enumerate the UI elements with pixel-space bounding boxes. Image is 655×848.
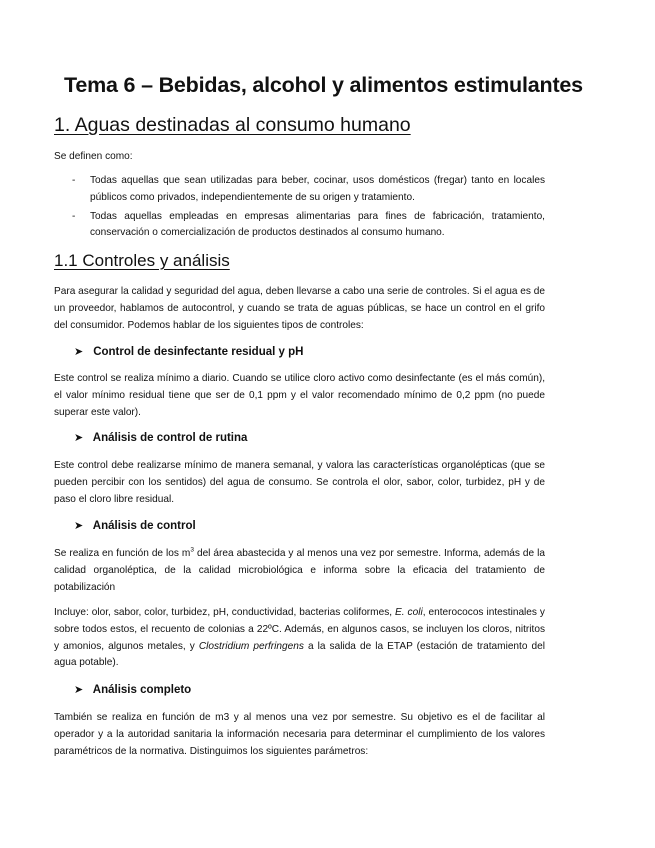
arrow-bullet-icon: ➤ [74, 520, 84, 532]
text-run: , enterococos intestinales y sobre todos estos, el recuento de colonias a 22ºC. Además, en algunos casos, se incluyen los cloros, nitritos y amonios, algunos metales, y [54, 607, 545, 652]
section-1-heading: 1. Aguas destinadas al consumo humano [54, 114, 411, 136]
arrow-bullet-icon: ➤ [74, 346, 84, 358]
bullet-marker: - [72, 210, 76, 222]
list-item-text: Todas aquellas que sean utilizadas para beber, cocinar, usos domésticos (fregar) tanto en locales públicos como privados, independientemente de su origen y tratamiento. [90, 175, 545, 203]
section-1-1-paragraph: Para asegurar la calidad y seguridad del agua, deben llevarse a cabo una serie de controles. Si el agua es de un proveedor, hablamos de autocontrol, y cuando se trata de aguas públicas, se hace un control en el grifo del consumidor. Podemos hablar de los siguientes tipos de controles: [54, 286, 545, 331]
text-run: Incluye: olor, sabor, color, turbidez, pH, conductividad, bacterias coliformes, [54, 607, 396, 618]
list-item-text: Todas aquellas empleadas en empresas alimentarias para fines de fabricación, tratamiento, conservación o comercialización de productos destinados al consumo humano. [90, 210, 545, 239]
paragraph-analisis-control [54, 546, 545, 596]
paragraph-desinfectante: Este control se realiza mínimo a diario. Cuando se utilice cloro activo como desinfectante (es el más común), el valor mínimo residual tiene que ser de 0,1 ppm y el valor recomendado mínimo de 0,2 ppm (no puede superar este valor). [54, 373, 545, 418]
list-item [72, 209, 545, 243]
arrow-bullet-icon: ➤ [74, 684, 84, 696]
subheading-analisis-completo [74, 683, 191, 696]
definition-list [72, 173, 545, 244]
arrow-bullet-icon: ➤ [74, 432, 84, 444]
paragraph-control-rutina: Este control debe realizarse mínimo de manera semanal, y valora las características organolépticas (que se pueden percibir con los sentidos) del agua de consumo. Se controla el olor, sabor, color, turbidez, pH y de paso el cloro libre residual. [54, 460, 545, 505]
subheading-desinfectante [74, 345, 303, 358]
paragraph-incluye [54, 605, 545, 672]
subheading-text: Análisis de control [92, 520, 196, 532]
page-title: Tema 6 – Bebidas, alcohol y alimentos estimulantes [64, 73, 583, 97]
subheading-analisis-control [74, 519, 196, 532]
subheading-text: Análisis completo [92, 684, 192, 696]
paragraph-analisis-completo: También se realiza en función de m3 y al menos una vez por semestre. Su objetivo es el de facilitar al operador y a la autoridad sanitaria la información necesaria para determinar el cumplimiento de los valores paramétricos de la normativa. Distinguimos los siguientes parámetros: [54, 712, 545, 757]
section-1-1-heading: 1.1 Controles y análisis [54, 251, 230, 270]
subheading-control-rutina [74, 431, 247, 444]
text-run: Se realiza en función de los m [54, 548, 191, 559]
superscript: 3 [190, 546, 194, 554]
text-run: del área abastecida y al menos una vez por semestre. Informa, además de la calidad organoléptica, de la calidad microbiológica e informa sobre la eficacia del tratamiento de potabilización [54, 548, 545, 593]
italic-species: E. coli [395, 607, 423, 618]
list-item [72, 173, 545, 207]
subheading-text: Control de desinfectante residual y pH [93, 346, 304, 358]
italic-species: Clostridium perfringens [198, 640, 304, 652]
bullet-marker: - [72, 175, 76, 186]
subheading-text: Análisis de control de rutina [92, 432, 248, 444]
section-1-intro: Se definen como: [54, 151, 133, 162]
text-run: a la salida de la ETAP (estación de tratamiento del agua potable). [54, 640, 545, 669]
